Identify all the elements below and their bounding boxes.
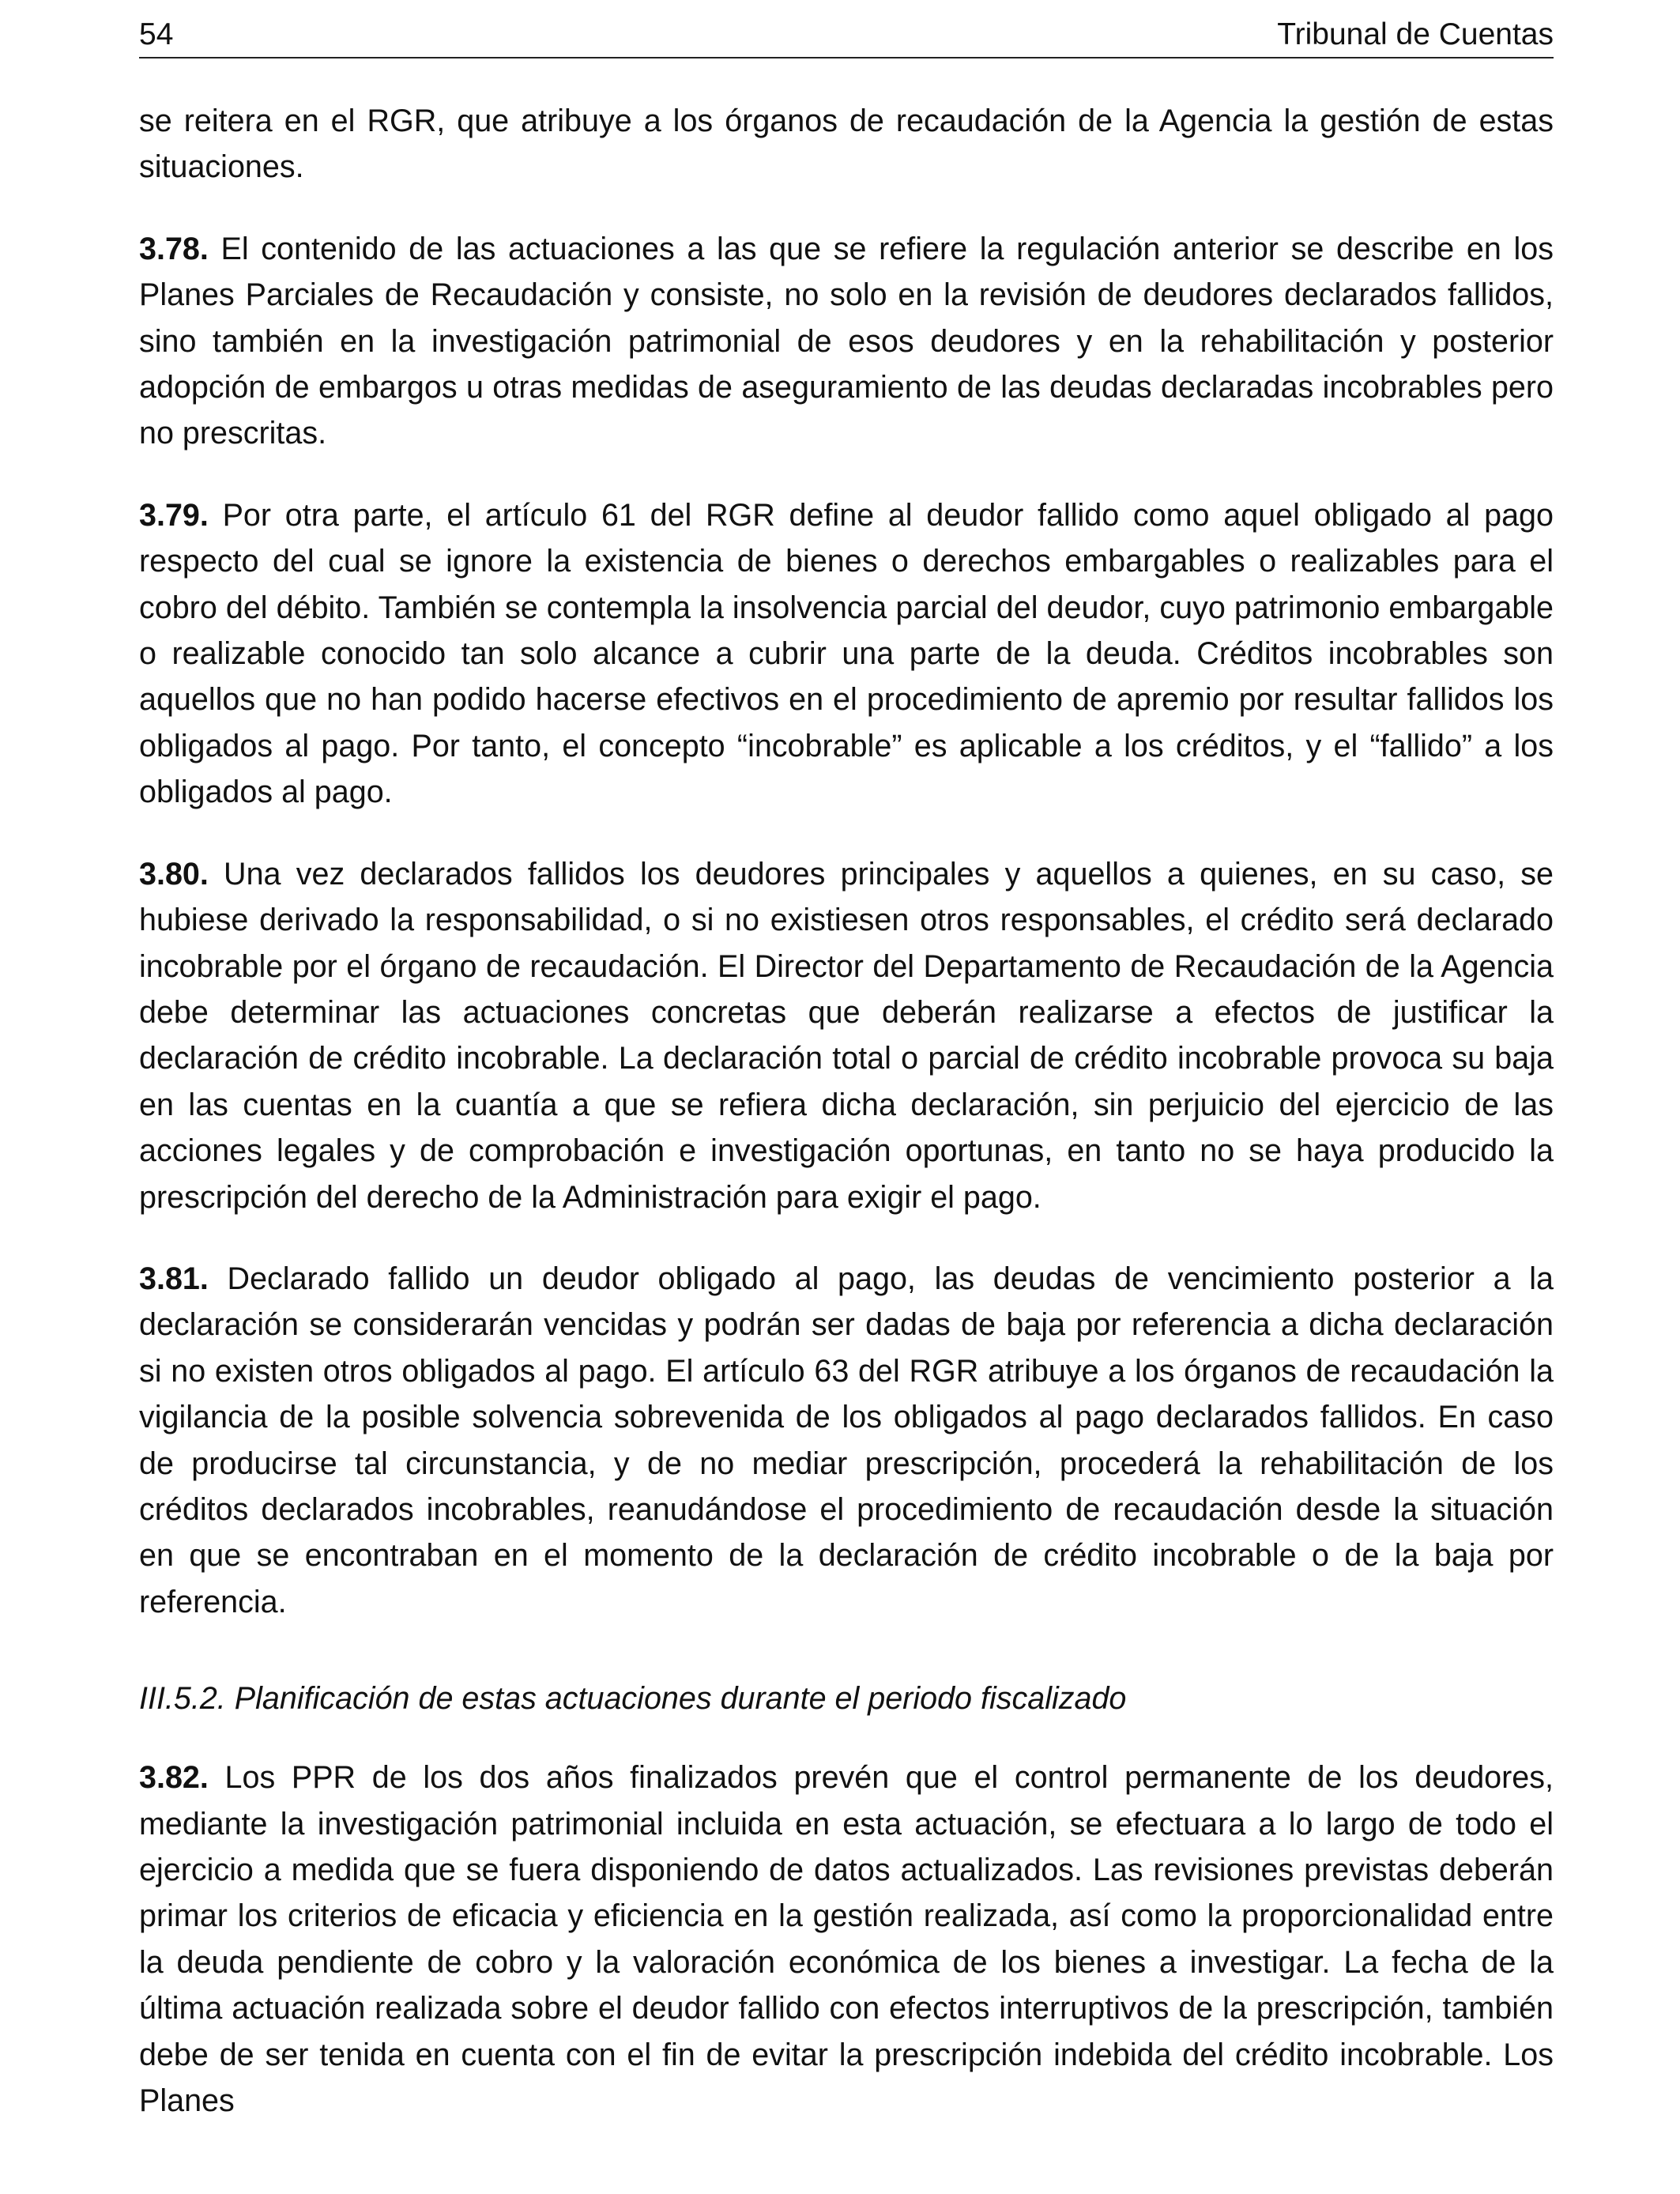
- document-page: [139, 0, 1554, 2159]
- paragraph-continuation: [139, 98, 1554, 190]
- paragraph-text: Declarado fallido un deudor obligado al pago, las deudas de vencimiento posterior a la declaración se considerarán vencidas y podrán ser dadas de baja por referencia a dicha declaración si no existen otros obligados al pago. El artículo 63 del RGR atribuye a los órganos de recaudación la vigilancia de la posible solvencia sobrevenida de los obligados al pago declarados fallidos. En caso de producirse tal circunstancia, y de no mediar prescripción, procederá la rehabilitación de los créditos declarados incobrables, reanudándose el procedimiento de recaudación desde la situación en que se encontraban en el momento de la declaración de crédito incobrable o de la baja por referencia.: [139, 1261, 1554, 1619]
- paragraph-number: 3.81.: [139, 1261, 209, 1296]
- paragraph-text: Por otra parte, el artículo 61 del RGR define al deudor fallido como aquel obligado al pago respecto del cual se ignore la existencia de bienes o derechos embargables o realizables para el cobro del débito. También se contempla la insolvencia parcial del deudor, cuyo patrimonio embargable o realizable conocido tan solo alcance a cubrir una parte de la deuda. Créditos incobrables son aquellos que no han podido hacerse efectivos en el procedimiento de apremio por resultar fallidos los obligados al pago. Por tanto, el concepto “incobrable” es aplicable a los créditos, y el “fallido” a los obligados al pago.: [139, 497, 1554, 810]
- paragraph-number: 3.80.: [139, 856, 209, 892]
- paragraph-text: se reitera en el RGR, que atribuye a los órganos de recaudación de la Agencia la gestión de estas situaciones.: [139, 104, 1554, 185]
- paragraph-3-79: [139, 492, 1554, 816]
- paragraph-text: Los PPR de los dos años finalizados prevén que el control permanente de los deudores, mediante la investigación patrimonial incluida en esta actuación, se efectuara a lo largo de todo el ejercicio a medida que se fuera disponiendo de datos actualizados. Las revisiones previstas deberán primar los criterios de eficacia y eficiencia en la gestión realizada, así como la proporcionalidad entre la deuda pendiente de cobro y la valoración económica de los bienes a investigar. La fecha de la última actuación realizada sobre el deudor fallido con efectos interruptivos de la prescripción, también debe de ser tenida en cuenta con el fin de evitar la prescripción indebida del crédito incobrable. Los Planes: [139, 1760, 1554, 2119]
- paragraph-3-81: [139, 1256, 1554, 1625]
- document-body: [139, 58, 1554, 2124]
- paragraph-number: 3.79.: [139, 497, 209, 533]
- running-title: Tribunal de Cuentas: [1277, 17, 1554, 51]
- paragraph-number: 3.78.: [139, 231, 209, 266]
- page-header: [139, 0, 1554, 58]
- paragraph-text: Una vez declarados fallidos los deudores principales y aquellos a quienes, en su caso, se hubiese derivado la responsabilidad, o si no existiesen otros responsables, el crédito será declarado incobrable por el órgano de recaudación. El Director del Departamento de Recaudación de la Agencia debe determinar las actuaciones concretas que deberán realizarse a efectos de justificar la declaración de crédito incobrable. La declaración total o parcial de crédito incobrable provoca su baja en las cuentas en la cuantía a que se refiera dicha declaración, sin perjuicio del ejercicio de las acciones legales y de comprobación e investigación oportunas, en tanto no se haya producido la prescripción del derecho de la Administración para exigir el pago.: [139, 856, 1554, 1215]
- paragraph-3-80: [139, 851, 1554, 1220]
- section-heading: III.5.2. Planificación de estas actuaciones durante el periodo fiscalizado: [139, 1681, 1127, 1717]
- paragraph-3-78: [139, 226, 1554, 457]
- page-number: 54: [139, 17, 174, 51]
- paragraph-text: El contenido de las actuaciones a las que se refiere la regulación anterior se describe en los Planes Parciales de Recaudación y consiste, no solo en la revisión de deudores declarados fallidos, sino también en la investigación patrimonial de esos deudores y en la rehabilitación y posterior adopción de embargos u otras medidas de aseguramiento de las deudas declaradas incobrables pero no prescritas.: [139, 231, 1554, 451]
- paragraph-3-82: [139, 1755, 1554, 2124]
- paragraph-number: 3.82.: [139, 1760, 209, 1796]
